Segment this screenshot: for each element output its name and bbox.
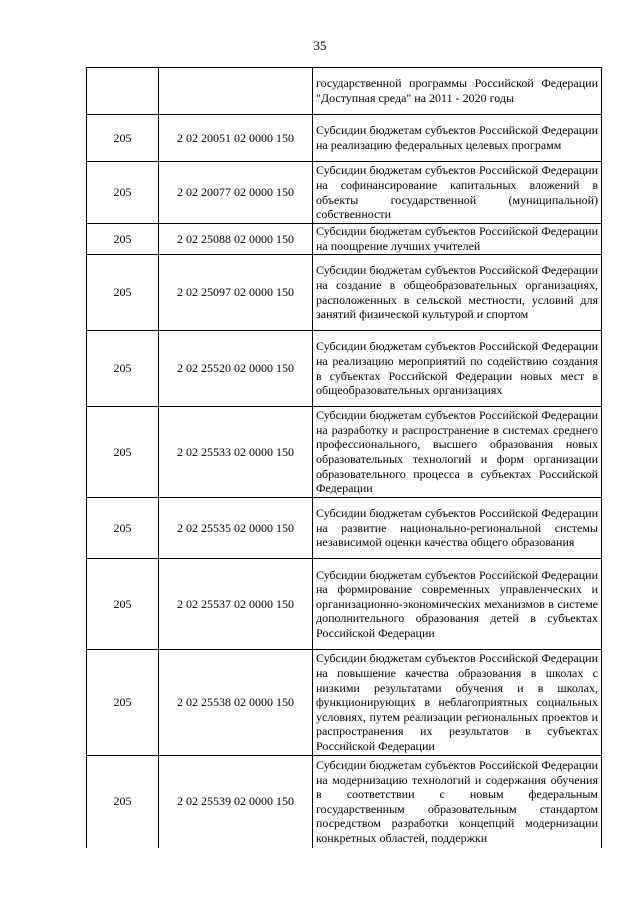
revenue-name-cell: Субсидии бюджетам субъектов Российской Федерации на реализацию мероприятий по содействию создания в субъектах Российской Федерации новых мест в общеобразовательных организациях	[313, 331, 602, 407]
table-row	[87, 68, 602, 115]
admin-code-cell: 205	[87, 498, 159, 559]
table-row	[87, 162, 602, 224]
admin-code-cell: 205	[87, 407, 159, 498]
table-row	[87, 115, 602, 162]
revenue-name-cell: государственной программы Российской Федерации "Доступная среда" на 2011 - 2020 годы	[313, 68, 602, 115]
budget-code-cell: 2 02 25088 02 0000 150	[159, 224, 313, 255]
admin-code-cell: 205	[87, 162, 159, 224]
budget-code-cell: 2 02 25535 02 0000 150	[159, 498, 313, 559]
revenue-name-cell: Субсидии бюджетам субъектов Российской Федерации на поощрение лучших учителей	[313, 224, 602, 255]
admin-code-cell	[87, 68, 159, 115]
budget-code-cell: 2 02 20051 02 0000 150	[159, 115, 313, 162]
budget-classification-table	[86, 67, 602, 848]
revenue-name-cell: Субсидии бюджетам субъектов Российской Федерации на развитие национально-региональной системы независимой оценки качества общего образования	[313, 498, 602, 559]
budget-code-cell: 2 02 20077 02 0000 150	[159, 162, 313, 224]
revenue-name-cell: Субсидии бюджетам субъектов Российской Федерации на разработку и распространение в системах среднего профессионального, высшего образования новых образовательных технологий и форм организации образовательного процесса в субъектах Российской Федерации	[313, 407, 602, 498]
table-row	[87, 756, 602, 848]
table-row	[87, 559, 602, 650]
budget-code-cell: 2 02 25539 02 0000 150	[159, 756, 313, 848]
revenue-name-cell: Субсидии бюджетам субъектов Российской Федерации на повышение качества образования в школах с низкими результатами обучения и в школах, функционирующих в неблагоприятных социальных условиях, путем реализации региональных проектов и распространения их результатов в субъектах Российской Федерации	[313, 650, 602, 756]
admin-code-cell: 205	[87, 650, 159, 756]
budget-code-cell: 2 02 25533 02 0000 150	[159, 407, 313, 498]
budget-code-cell	[159, 68, 313, 115]
admin-code-cell: 205	[87, 331, 159, 407]
admin-code-cell: 205	[87, 756, 159, 848]
revenue-name-cell: Субсидии бюджетам субъектов Российской Федерации на создание в общеобразовательных организациях, расположенных в сельской местности, условий для занятий физической культурой и спортом	[313, 255, 602, 331]
budget-code-cell: 2 02 25520 02 0000 150	[159, 331, 313, 407]
revenue-name-cell: Субсидии бюджетам субъектов Российской Федерации на софинансирование капитальных вложений в объекты государственной (муниципальной) собственности	[313, 162, 602, 224]
table-row	[87, 650, 602, 756]
budget-code-cell: 2 02 25538 02 0000 150	[159, 650, 313, 756]
table-row	[87, 255, 602, 331]
budget-code-cell: 2 02 25097 02 0000 150	[159, 255, 313, 331]
table-row	[87, 407, 602, 498]
budget-code-cell: 2 02 25537 02 0000 150	[159, 559, 313, 650]
admin-code-cell: 205	[87, 115, 159, 162]
admin-code-cell: 205	[87, 224, 159, 255]
revenue-name-cell: Субсидии бюджетам субъектов Российской Федерации на формирование современных управленческих и организационно-экономических механизмов в системе дополнительного образования детей в субъектах Российской Федерации	[313, 559, 602, 650]
table-row	[87, 331, 602, 407]
admin-code-cell: 205	[87, 559, 159, 650]
page-number: 35	[313, 38, 327, 53]
revenue-name-cell: Субсидии бюджетам субъектов Российской Федерации на модернизацию технологий и содержания обучения в соответствии с новым федеральным государственным образовательным стандартом посредством разработки концепций модернизации конкретных областей, поддержки	[313, 756, 602, 848]
revenue-name-cell: Субсидии бюджетам субъектов Российской Федерации на реализацию федеральных целевых программ	[313, 115, 602, 162]
table-row	[87, 224, 602, 255]
admin-code-cell: 205	[87, 255, 159, 331]
table-row	[87, 498, 602, 559]
